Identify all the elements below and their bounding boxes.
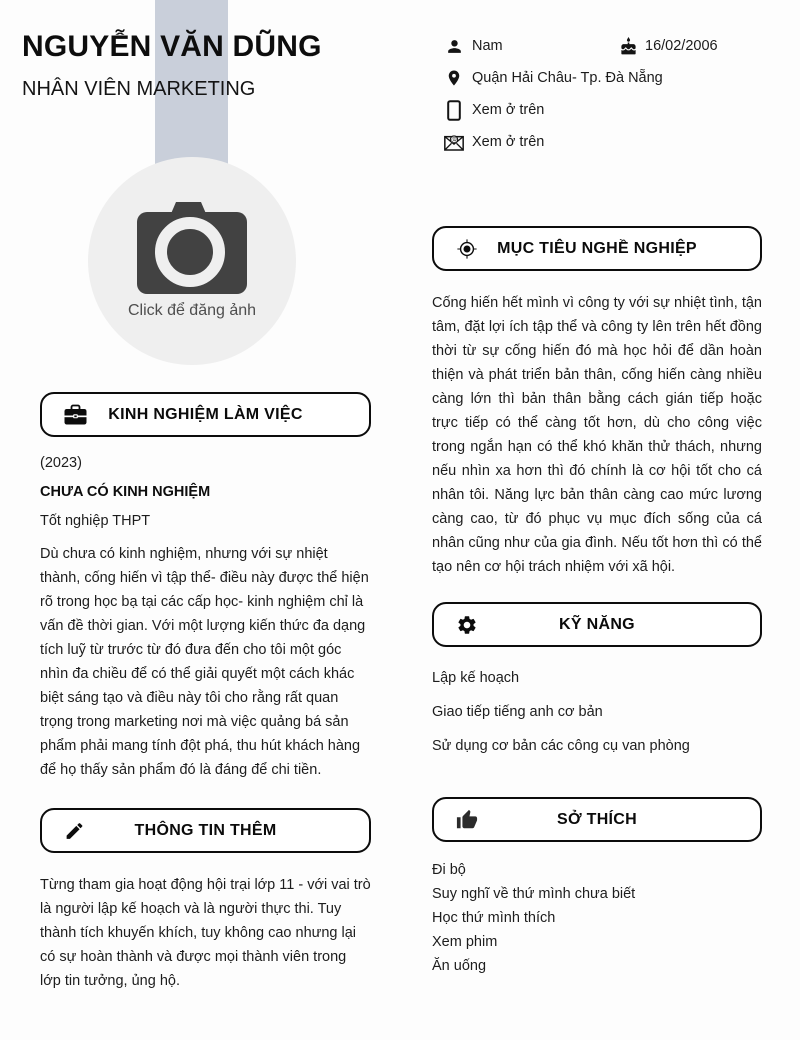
hobby-item: Ăn uống bbox=[432, 958, 487, 974]
contact-row-address bbox=[444, 62, 762, 94]
header bbox=[22, 30, 422, 102]
email-value: Xem ở trên bbox=[472, 134, 545, 150]
target-icon bbox=[456, 238, 478, 260]
phone-value: Xem ở trên bbox=[472, 102, 545, 118]
pencil-icon bbox=[64, 820, 85, 841]
birthday-value: 16/02/2006 bbox=[645, 38, 718, 54]
skill-item: Giao tiếp tiếng anh cơ bản bbox=[432, 704, 603, 720]
contact-info bbox=[444, 30, 762, 158]
hobby-item: Đi bộ bbox=[432, 862, 466, 878]
section-hobbies bbox=[432, 797, 762, 978]
email-icon bbox=[444, 134, 464, 151]
cake-icon bbox=[618, 37, 638, 56]
experience-year: (2023) bbox=[40, 455, 82, 471]
section-header-hobbies bbox=[432, 797, 762, 842]
section-header-additional-info bbox=[40, 808, 371, 853]
contact-row-email bbox=[444, 126, 762, 158]
skill-item: Sử dụng cơ bản các công cụ van phòng bbox=[432, 738, 690, 754]
experience-subheading: Tốt nghiệp THPT bbox=[40, 513, 151, 529]
section-objective bbox=[432, 226, 762, 579]
section-title: KINH NGHIỆM LÀM VIỆC bbox=[108, 405, 303, 423]
hobbies-list bbox=[432, 858, 762, 978]
section-header-skills bbox=[432, 602, 762, 647]
section-title: MỤC TIÊU NGHỀ NGHIỆP bbox=[497, 239, 697, 257]
camera-icon bbox=[137, 202, 247, 294]
section-title: KỸ NĂNG bbox=[559, 615, 635, 633]
section-experience bbox=[40, 392, 371, 782]
hobby-item: Suy nghĩ về thứ mình chưa biết bbox=[432, 886, 636, 902]
photo-upload-label: Click để đăng ảnh bbox=[127, 302, 257, 319]
section-skills bbox=[432, 602, 762, 763]
thumbs-up-icon bbox=[456, 809, 478, 831]
location-pin-icon bbox=[444, 68, 464, 88]
experience-heading: CHƯA CÓ KINH NGHIỆM bbox=[40, 484, 211, 500]
skill-item: Lập kế hoạch bbox=[432, 670, 520, 686]
section-header-objective bbox=[432, 226, 762, 271]
photo-upload-placeholder[interactable] bbox=[88, 157, 296, 365]
phone-icon bbox=[444, 100, 464, 121]
gear-icon bbox=[456, 614, 478, 636]
candidate-name: NGUYỄN VĂN DŨNG bbox=[22, 30, 322, 63]
contact-row-phone bbox=[444, 94, 762, 126]
section-header-experience bbox=[40, 392, 371, 437]
address-value: Quận Hải Châu- Tp. Đà Nẵng bbox=[472, 70, 663, 86]
experience-body: Dù chưa có kinh nghiệm, nhưng với sự nhiệt thành, cống hiến vì tập thể- điều này được thể hiện rõ trong học bạ tại các cấp học- kinh nghiệm chỉ là vấn đề thời gian. Với một lượng kiến thức đa dạng tích luỹ từ trước từ đó đưa đến cho tôi một góc nhìn đa chiều để có thể giải quyết một cách khác biệt sáng tạo và điều này tôi cho rằng rất quan trọng trong marketing nơi mà việc quảng bá sản phẩm phải mang tính đột phá, thu hút khách hàng để họ thấy sản phẩm đó là đáng để chi tiền. bbox=[40, 546, 369, 778]
hobby-item: Xem phim bbox=[432, 934, 498, 950]
briefcase-icon bbox=[64, 404, 87, 425]
hobby-item: Học thứ mình thích bbox=[432, 910, 556, 926]
section-additional-info bbox=[40, 808, 371, 993]
candidate-job-title: NHÂN VIÊN MARKETING bbox=[22, 78, 256, 100]
person-icon bbox=[444, 37, 464, 56]
svg-text:@: @ bbox=[451, 137, 457, 144]
section-title: SỞ THÍCH bbox=[556, 810, 638, 828]
objective-body: Cống hiến hết mình vì công ty với sự nhiệt tình, tận tâm, đặt lợi ích tập thể và công ty lên trên hết đồng thời từ sự cống hiến đó mà học hỏi để dần hoàn thiện và phát triển bản thân, cống hiến càng nhiều càng lớn thì bản thân bằng cách gián tiếp hoặc trực tiếp có thể càng tốt hơn, dù cho công việc trong ngắn hạn có thể khó khăn thử thách, nhưng nếu nhìn xa hơn thì đó chính là cơ hội tốt cho cá nhân tôi. Năng lực bản thân càng cao mức lương càng cao, từ đó phục vụ mục đích sống của cá nhân cũng như của gia đình. Nếu tốt hơn thì có thể tạo nên cơ hội trách nhiệm với xã hội. bbox=[432, 295, 762, 575]
skills-list bbox=[432, 661, 762, 763]
contact-row-gender bbox=[444, 30, 762, 62]
gender-value: Nam bbox=[472, 38, 503, 54]
birthday-group bbox=[618, 30, 718, 62]
section-title: THÔNG TIN THÊM bbox=[134, 821, 277, 839]
additional-info-body: Từng tham gia hoạt động hội trại lớp 11 - với vai trò là người lập kế hoạch và là người thực thi. Tuy thành tích khuyến khích, tuy không cao nhưng lại có sự hoàn thành và được mọi thành viên trong lớp tin tưởng, ủng hộ. bbox=[40, 877, 371, 989]
